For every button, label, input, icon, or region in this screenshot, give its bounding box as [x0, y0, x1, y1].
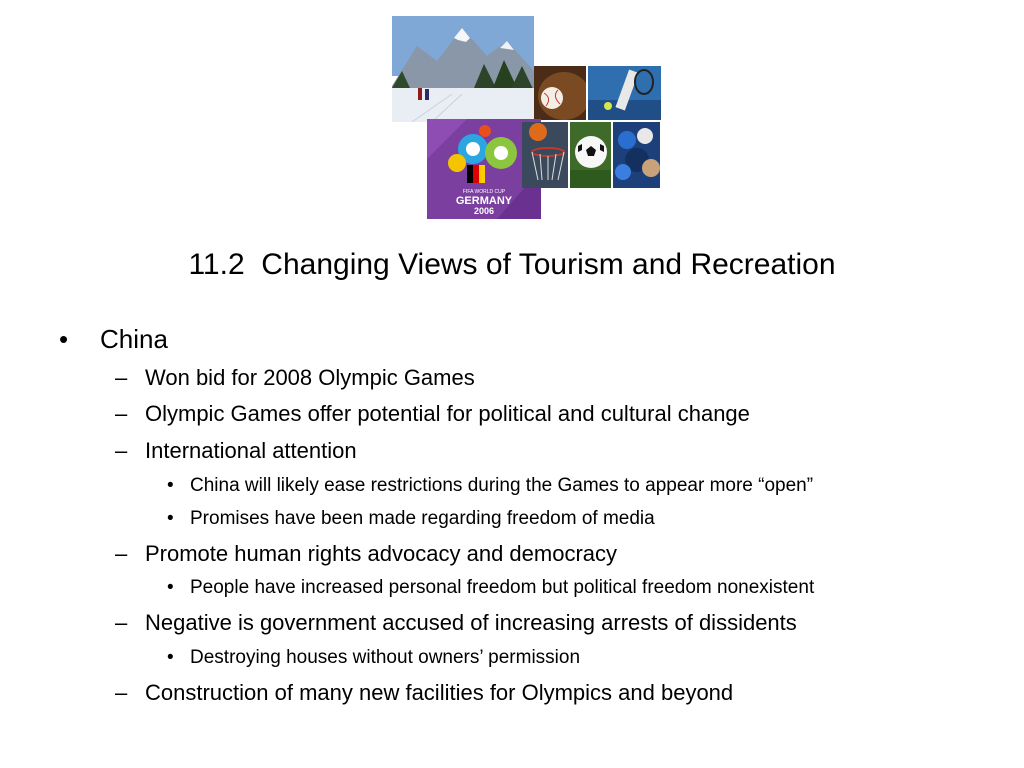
sub-sub-bullet-destroying-houses: Destroying houses without owners’ permission: [190, 647, 581, 668]
sub-sub-bullet-ease-restrictions: China will likely ease restrictions during the Games to appear more “open”: [190, 475, 814, 496]
baseball-glove-photo: [534, 66, 586, 120]
sub-bullet-olympic-bid: Won bid for 2008 Olympic Games: [145, 365, 475, 390]
logo-line-2: GERMANY: [455, 195, 513, 207]
level3-bullet-marker: •: [167, 475, 174, 496]
sub-sub-bullet-personal-freedom: People have increased personal freedom but political freedom nonexistent: [190, 577, 815, 598]
level1-bullet-marker: •: [59, 324, 69, 354]
sub-bullet-new-facilities: Construction of many new facilities for Olympics and beyond: [145, 680, 734, 705]
sub-bullet-arrests-of-dissidents: Negative is government accused of increasing arrests of dissidents: [145, 610, 797, 635]
sub-sub-bullet-freedom-of-media: Promises have been made regarding freedom of media: [190, 508, 655, 529]
basketball-hoop-photo: [522, 122, 568, 188]
level3-bullet-marker: •: [167, 508, 174, 529]
soccer-ball-photo: [570, 122, 611, 188]
ski-mountain-photo: [392, 16, 534, 122]
level2-dash-marker: –: [115, 401, 128, 426]
level3-bullet-marker: •: [167, 647, 174, 668]
level2-dash-marker: –: [115, 541, 128, 566]
sub-bullet-international-attention: International attention: [145, 438, 357, 463]
level2-dash-marker: –: [115, 365, 128, 390]
logo-line-1: FIFA WORLD CUP: [462, 189, 506, 195]
sub-bullet-potential-change: Olympic Games offer potential for political and cultural change: [145, 401, 750, 426]
sub-bullet-human-rights: Promote human rights advocacy and democracy: [145, 541, 618, 566]
tennis-player-photo: [588, 66, 661, 120]
level3-bullet-marker: •: [167, 577, 174, 598]
bullet-china: China: [100, 324, 168, 354]
logo-line-3: 2006: [473, 206, 495, 216]
team-huddle-photo: [613, 122, 660, 188]
level2-dash-marker: –: [115, 438, 128, 463]
level2-dash-marker: –: [115, 680, 128, 705]
slide-title: 11.2 Changing Views of Tourism and Recreation: [188, 248, 836, 281]
level2-dash-marker: –: [115, 610, 128, 635]
